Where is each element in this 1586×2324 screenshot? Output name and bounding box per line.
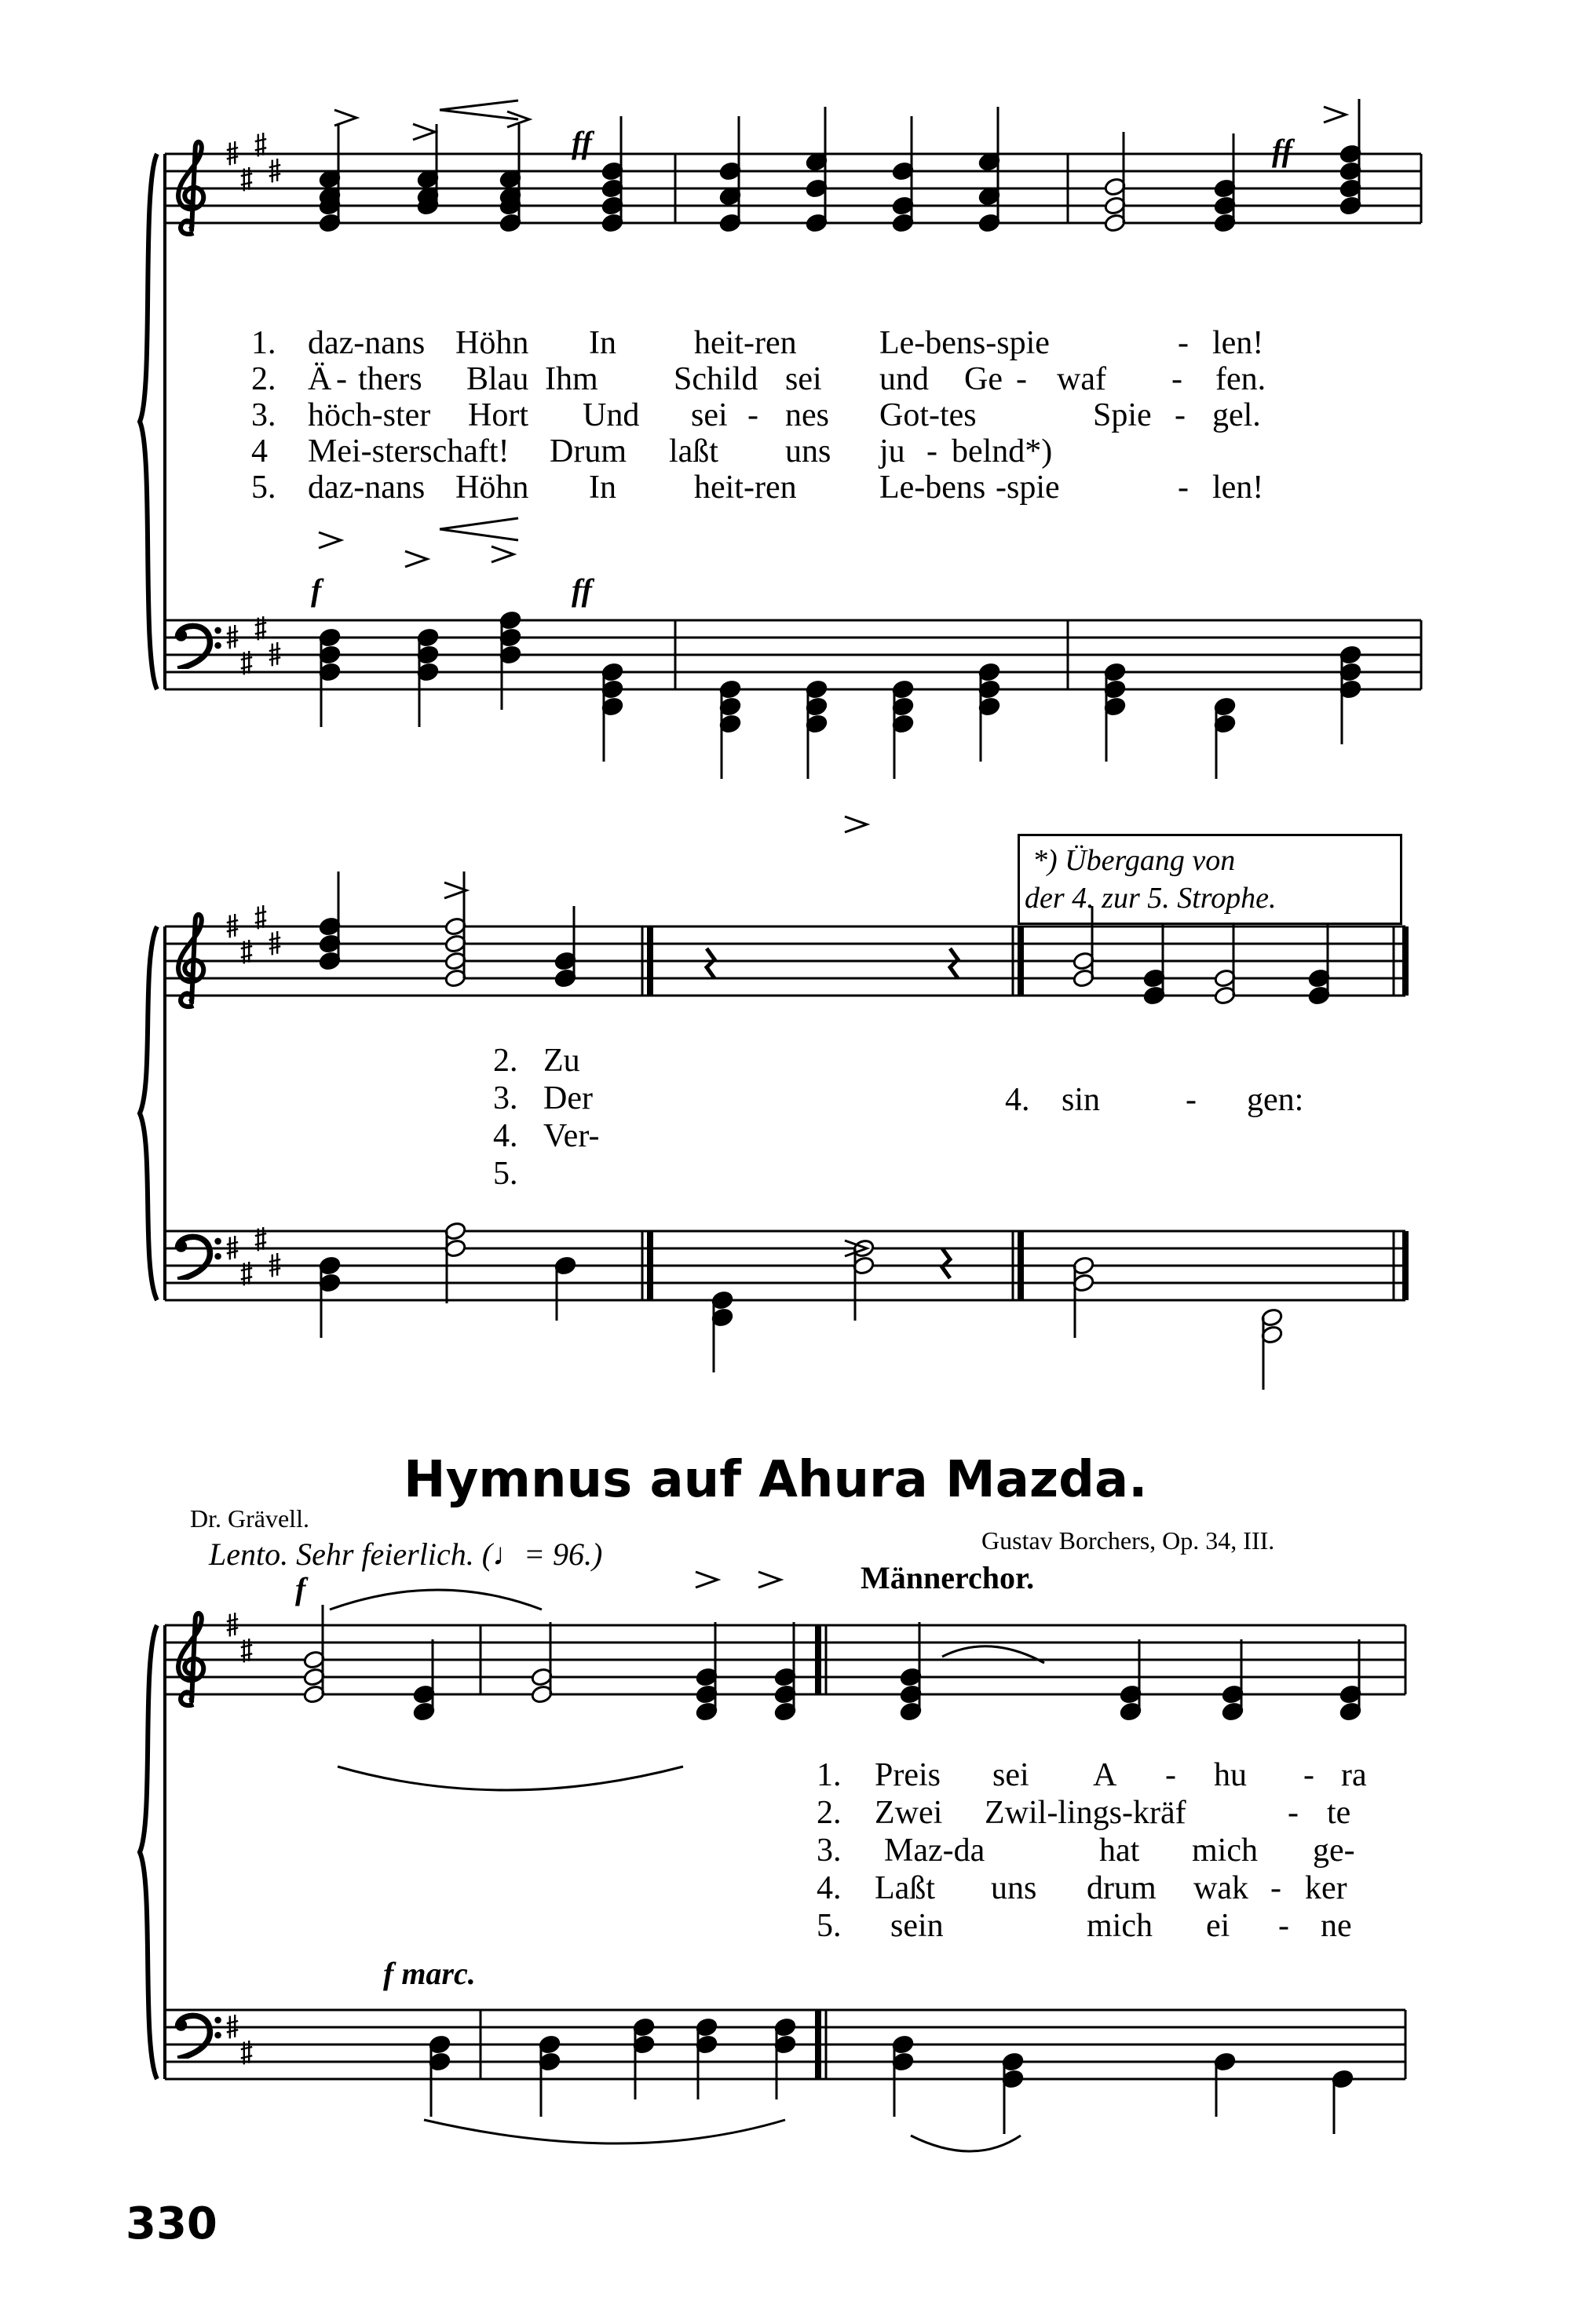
system-brace <box>140 1625 157 2079</box>
lyric-syllable: ra <box>1341 1757 1367 1793</box>
accent-mark <box>1324 107 1346 122</box>
footnote-line: der 4. zur 5. Strophe. <box>1025 882 1277 915</box>
lyric-syllable: gel. <box>1212 397 1261 433</box>
lyric-syllable: Blau <box>466 361 529 397</box>
slur <box>338 1767 683 1790</box>
lyric-syllable: sein <box>890 1908 944 1944</box>
lyric-syllable: Preis <box>875 1757 941 1793</box>
accent-mark <box>758 1572 780 1588</box>
lyric-syllable: - <box>1278 1908 1289 1944</box>
lyric-syllable: sei <box>691 397 728 433</box>
lyric-syllable: - <box>1165 1757 1176 1793</box>
lyric-syllable: Drum <box>550 433 627 470</box>
treble-clef-icon <box>178 915 203 1007</box>
lyric-syllable: sei <box>992 1757 1029 1793</box>
lyric-syllable: ju <box>879 433 905 470</box>
slur <box>911 2136 1021 2151</box>
accent-mark <box>319 532 341 548</box>
lyric-syllable: Schild <box>674 361 758 397</box>
lyric-syllable: -spie <box>996 470 1060 506</box>
dynamic-f-marc: f marc. <box>383 1956 476 1991</box>
lyric-syllable: ker <box>1305 1870 1347 1906</box>
lyric-syllable: - <box>1016 361 1027 397</box>
rest-icon <box>707 948 714 978</box>
lyric-syllable: belnd*) <box>952 433 1053 470</box>
lyric-syllable: Höhn <box>455 470 529 506</box>
composer-credit: Gustav Borchers, Op. 34, III. <box>981 1526 1275 1555</box>
slur <box>424 2120 785 2143</box>
lyric-syllable: Mei-sterschaft! <box>308 433 510 470</box>
hymn-title: Hymnus auf Ahura Mazda. <box>404 1451 1148 1509</box>
crescendo-hairpin <box>440 518 518 540</box>
lyric-syllable: nes <box>785 397 829 433</box>
accent-mark <box>845 817 867 832</box>
accent-mark <box>405 551 427 567</box>
lyric-syllable: - <box>1175 397 1186 433</box>
rest-icon <box>942 1248 950 1278</box>
lyric-syllable: uns <box>991 1870 1037 1906</box>
lyric-syllable: - <box>1171 361 1182 397</box>
system-brace <box>140 154 157 689</box>
choir-label: Männerchor. <box>861 1560 1035 1595</box>
verse-number: 2. <box>251 361 276 397</box>
lyric-syllable: sin <box>1062 1082 1101 1118</box>
verse-number: 4. <box>493 1118 518 1154</box>
lyric-syllable: Le-bens-spie <box>879 325 1050 361</box>
verse-number: 5. <box>251 470 276 506</box>
lyric-syllable: Ge <box>964 361 1003 397</box>
lyric-syllable: hat <box>1099 1833 1140 1869</box>
lyric-syllable: thers <box>358 361 422 397</box>
bass-clef-icon <box>175 2015 221 2059</box>
verse-number: 1. <box>817 1757 842 1793</box>
accent-mark <box>492 546 513 562</box>
lyric-syllable: Zu <box>543 1043 580 1079</box>
lyric-syllable: und <box>879 361 929 397</box>
lyric-syllable: drum <box>1087 1870 1157 1906</box>
lyric-syllable: hu <box>1214 1757 1247 1793</box>
verse-number: 3. <box>817 1833 842 1869</box>
lyric-syllable: Der <box>543 1080 593 1116</box>
lyric-syllable: In <box>589 470 616 506</box>
lyric-syllable: laßt <box>669 433 718 470</box>
lyric-syllable: Laßt <box>875 1870 935 1906</box>
lyric-syllable: mich <box>1192 1833 1258 1869</box>
lyric-syllable: Maz-da <box>884 1833 985 1869</box>
bass-clef-icon <box>175 626 221 669</box>
lyric-syllable: Spie <box>1093 397 1152 433</box>
lyric-syllable: Le-bens <box>879 470 986 506</box>
lyric-syllable: Ihm <box>545 361 598 397</box>
verse-number: 5. <box>493 1156 518 1192</box>
lyric-syllable: sei <box>785 361 822 397</box>
verse-number: 1. <box>251 325 276 361</box>
verse-number: 4. <box>817 1870 842 1906</box>
treble-clef-icon <box>178 142 203 234</box>
lyric-syllable: wak <box>1193 1870 1248 1906</box>
page-number: 330 <box>126 2198 217 2249</box>
dynamic-f: f <box>311 572 322 608</box>
verse-number: 5. <box>817 1908 842 1944</box>
lyric-syllable: Got-tes <box>879 397 977 433</box>
lyric-syllable: fen. <box>1215 361 1266 397</box>
lyric-syllable: A <box>1093 1757 1117 1793</box>
tempo-marking: Lento. Sehr feierlich. (♩= 96.) <box>209 1537 603 1572</box>
lyric-syllable: gen: <box>1247 1082 1304 1118</box>
lyric-syllable: uns <box>785 433 831 470</box>
lyric-syllable: - <box>1270 1870 1281 1906</box>
lyric-syllable: Und <box>583 397 640 433</box>
lyric-syllable: - <box>1178 325 1189 361</box>
dynamic-ff: ff <box>1272 133 1292 168</box>
lyric-syllable: - <box>1178 470 1189 506</box>
lyric-syllable: heit-ren <box>694 470 797 506</box>
lyric-syllable: höch-ster <box>308 397 431 433</box>
lyric-syllable: Ver- <box>543 1118 600 1154</box>
lyric-syllable: te <box>1327 1795 1351 1831</box>
accent-mark <box>334 110 356 126</box>
verse-number: 2. <box>493 1043 518 1079</box>
rest-icon <box>950 948 958 978</box>
lyric-syllable: ne <box>1321 1908 1352 1944</box>
lyric-syllable: Höhn <box>455 325 529 361</box>
system-brace <box>140 926 157 1300</box>
verse-number: 4. <box>1005 1082 1030 1118</box>
lyric-syllable: - <box>747 397 758 433</box>
lyric-syllable: Zwil-lings-kräf <box>985 1795 1186 1831</box>
lyric-syllable: In <box>589 325 616 361</box>
lyric-syllable: mich <box>1087 1908 1153 1944</box>
verse-number: 3. <box>251 397 276 433</box>
lyric-syllable: - <box>1303 1757 1314 1793</box>
crescendo-hairpin <box>440 100 518 119</box>
treble-clef-icon <box>178 1613 203 1705</box>
dynamic-f: f <box>295 1571 306 1606</box>
footnote-line: *) Übergang von <box>1032 844 1236 877</box>
lyric-syllable: Zwei <box>875 1795 943 1831</box>
lyric-syllable: daz-nans <box>308 325 426 361</box>
lyric-syllable: daz-nans <box>308 470 426 506</box>
lyric-syllable: - <box>1186 1082 1197 1118</box>
lyric-syllable: Ä <box>308 361 332 397</box>
lyricist-credit: Dr. Grävell. <box>190 1504 309 1533</box>
verse-number: 3. <box>493 1080 518 1116</box>
lyric-syllable: len! <box>1212 470 1264 506</box>
lyric-syllable: waf <box>1057 361 1106 397</box>
lyric-syllable: - <box>336 361 347 397</box>
dynamic-ff: ff <box>572 125 592 160</box>
footnote-box <box>1018 834 1402 925</box>
verse-number: 2. <box>817 1795 842 1831</box>
lyric-syllable: len! <box>1212 325 1264 361</box>
dynamic-ff: ff <box>572 572 592 608</box>
accent-mark <box>696 1572 718 1588</box>
lyric-syllable: ge- <box>1313 1833 1355 1869</box>
lyric-syllable: ei <box>1206 1908 1230 1944</box>
slur <box>330 1590 542 1610</box>
lyric-syllable: - <box>1288 1795 1299 1831</box>
verse-number: 4 <box>251 433 268 470</box>
bass-clef-icon <box>175 1237 221 1280</box>
lyric-syllable: - <box>926 433 937 470</box>
accent-mark <box>413 124 435 140</box>
lyric-syllable: heit-ren <box>694 325 797 361</box>
lyric-syllable: Hort <box>468 397 528 433</box>
